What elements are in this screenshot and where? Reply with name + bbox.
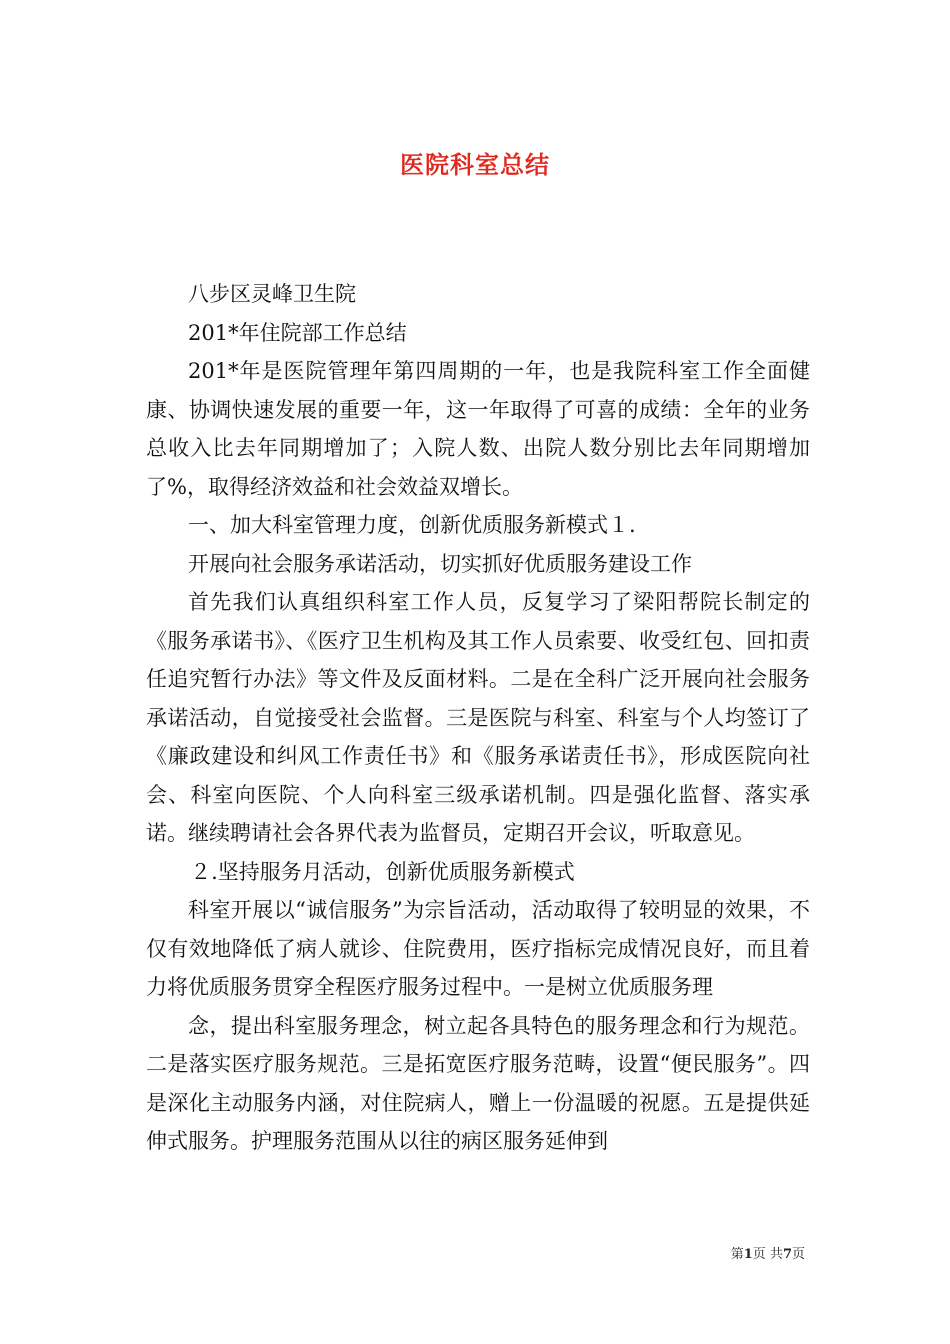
paragraph-report-title: 201*年住院部工作总结	[188, 320, 407, 345]
document-body	[146, 275, 810, 1161]
paragraph-service-month: 科室开展以“诚信服务”为宗旨活动，活动取得了较明显的效果，不仅有效地降低了病人就诊、住院费用，医疗指标完成情况良好，而且着力将优质服务贯穿全程医疗服务过程中。一是树立优质服务理	[146, 898, 810, 999]
footer-prefix: 第	[730, 1247, 744, 1262]
footer-total-pages: 7	[782, 1247, 792, 1262]
footer-suffix: 页	[791, 1247, 805, 1262]
paragraph-section-one-heading: 一、加大科室管理力度，创新优质服务新模式１.	[188, 513, 636, 537]
paragraph-subheading-two: ２.坚持服务月活动，创新优质服务新模式	[190, 859, 575, 884]
paragraph-service-concept: 念，提出科室服务理念，树立起各具特色的服务理念和行为规范。二是落实医疗服务规范。三是拓宽医疗服务范畴，设置“便民服务”。四是深化主动服务内涵，对住院病人，赠上一份温暖的祝愿。五是提供延伸式服务。护理服务范围从以往的病区服务延伸到	[146, 1013, 810, 1153]
document-title: 医院科室总结	[400, 151, 550, 180]
paragraph-subheading-one: 开展向社会服务承诺活动，切实抓好优质服务建设工作	[188, 551, 692, 576]
page-number-footer	[731, 1246, 805, 1264]
footer-middle: 页 共	[752, 1247, 783, 1262]
footer-current-page: 1	[743, 1247, 753, 1262]
paragraph-intro: 201*年是医院管理年第四周期的一年，也是我院科室工作全面健康、协调快速发展的重要一年，这一年取得了可喜的成绩：全年的业务总收入比去年同期增加了；入院人数、出院人数分别比去年同期增加了%，取得经济效益和社会效益双增长。	[146, 359, 810, 499]
paragraph-commitment-details: 首先我们认真组织科室工作人员，反复学习了梁阳帮院长制定的《服务承诺书》、《医疗卫生机构及其工作人员索要、收受红包、回扣责任追究暂行办法》等文件及反面材料。二是在全科广泛开展向社会服务承诺活动，自觉接受社会监督。三是医院与科室、科室与个人均签订了《廉政建设和纠风工作责任书》和《服务承诺责任书》，形成医院向社会、科室向医院、个人向科室三级承诺机制。四是强化监督、落实承诺。继续聘请社会各界代表为监督员，定期召开会议，听取意见。	[146, 590, 810, 845]
paragraph-organization: 八步区灵峰卫生院	[188, 282, 356, 306]
